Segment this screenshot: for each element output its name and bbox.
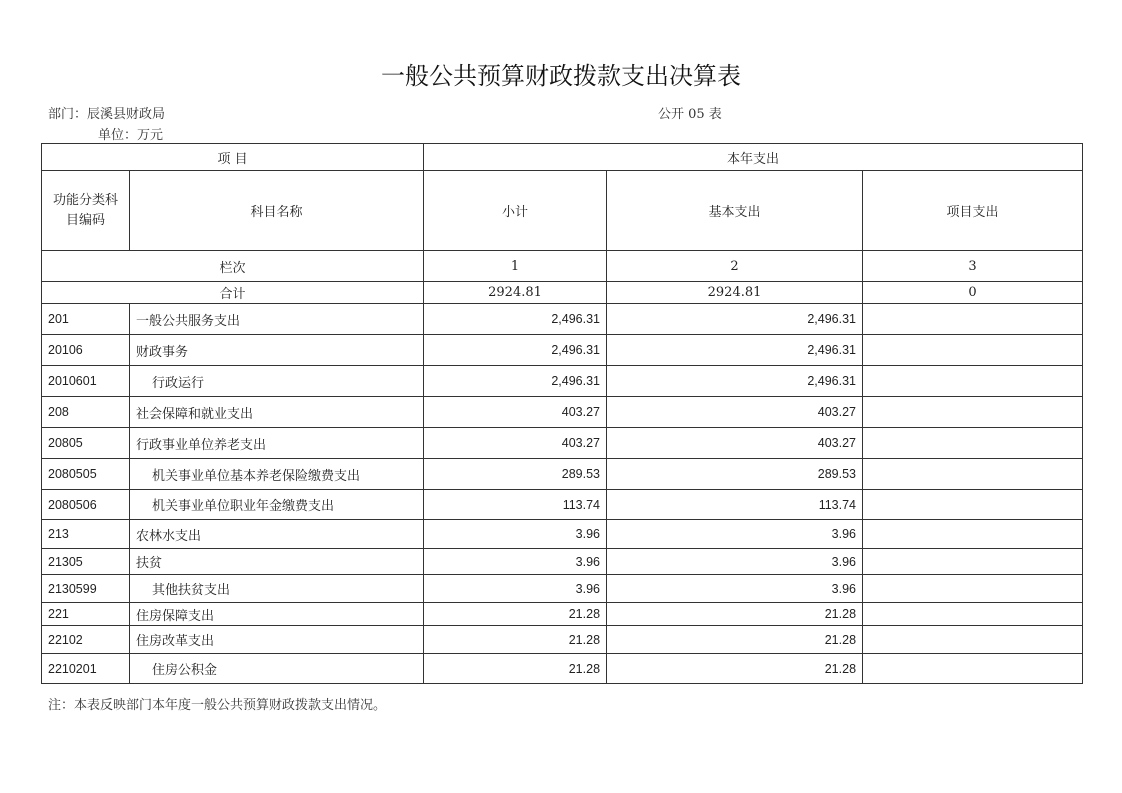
table-row xyxy=(42,397,1083,428)
function-code-cell: 2080506 xyxy=(42,490,130,520)
subject-name-cell: 机关事业单位职业年金缴费支出 xyxy=(130,490,424,520)
header-code-line1: 功能分类科 xyxy=(52,192,118,208)
table-row xyxy=(42,603,1083,626)
table-row xyxy=(42,575,1083,603)
function-code-cell: 201 xyxy=(42,304,130,335)
function-code-cell: 213 xyxy=(42,520,130,549)
subtotal-cell: 403.27 xyxy=(424,428,607,459)
basic-expense-cell: 21.28 xyxy=(607,603,863,626)
project-expense-cell xyxy=(863,428,1083,459)
header-subject-name: 科目名称 xyxy=(130,171,424,251)
project-expense-cell xyxy=(863,603,1083,626)
project-expense-cell xyxy=(863,335,1083,366)
subtotal-cell: 289.53 xyxy=(424,459,607,490)
footnote: 注：本表反映部门本年度一般公共预算财政拨款支出情况。 xyxy=(48,698,387,713)
page-title: 一般公共预算财政拨款支出决算表 xyxy=(381,62,741,90)
table-row xyxy=(42,549,1083,575)
subject-name-cell: 一般公共服务支出 xyxy=(130,304,424,335)
table-row xyxy=(42,490,1083,520)
subtotal-cell: 3.96 xyxy=(424,575,607,603)
subject-name-cell: 住房改革支出 xyxy=(130,626,424,654)
subtotal-cell: 2,496.31 xyxy=(424,304,607,335)
subtotal-cell: 3.96 xyxy=(424,520,607,549)
function-code-cell: 2010601 xyxy=(42,366,130,397)
header-row-top xyxy=(42,144,1083,171)
subject-name-cell: 扶贫 xyxy=(130,549,424,575)
subtotal-cell: 113.74 xyxy=(424,490,607,520)
subject-name-cell: 其他扶贫支出 xyxy=(130,575,424,603)
header-row-columns xyxy=(42,171,1083,251)
table-row xyxy=(42,626,1083,654)
project-expense-cell xyxy=(863,366,1083,397)
basic-expense-cell: 3.96 xyxy=(607,549,863,575)
column-order-1: 1 xyxy=(424,251,607,282)
project-expense-cell xyxy=(863,549,1083,575)
subtotal-cell: 2,496.31 xyxy=(424,335,607,366)
header-subtotal: 小计 xyxy=(424,171,607,251)
project-expense-cell xyxy=(863,397,1083,428)
basic-expense-cell: 403.27 xyxy=(607,428,863,459)
basic-expense-cell: 2,496.31 xyxy=(607,366,863,397)
table-row xyxy=(42,520,1083,549)
basic-expense-cell: 3.96 xyxy=(607,520,863,549)
function-code-cell: 21305 xyxy=(42,549,130,575)
column-order-row xyxy=(42,251,1083,282)
header-function-code xyxy=(42,171,130,251)
table-row xyxy=(42,459,1083,490)
total-label: 合计 xyxy=(42,282,424,304)
subject-name-cell: 行政运行 xyxy=(130,366,424,397)
project-expense-cell xyxy=(863,575,1083,603)
function-code-cell: 2080505 xyxy=(42,459,130,490)
function-code-cell: 208 xyxy=(42,397,130,428)
sheet-number: 公开 05 表 xyxy=(658,107,722,122)
column-order-3: 3 xyxy=(863,251,1083,282)
project-expense-cell xyxy=(863,490,1083,520)
function-code-cell: 20805 xyxy=(42,428,130,459)
function-code-cell: 2210201 xyxy=(42,654,130,684)
subject-name-cell: 住房保障支出 xyxy=(130,603,424,626)
total-basic: 2924.81 xyxy=(607,282,863,304)
subtotal-cell: 3.96 xyxy=(424,549,607,575)
project-expense-cell xyxy=(863,626,1083,654)
subtotal-cell: 21.28 xyxy=(424,603,607,626)
total-row xyxy=(42,282,1083,304)
project-expense-cell xyxy=(863,520,1083,549)
total-project: 0 xyxy=(863,282,1083,304)
basic-expense-cell: 21.28 xyxy=(607,654,863,684)
basic-expense-cell: 21.28 xyxy=(607,626,863,654)
column-order-2: 2 xyxy=(607,251,863,282)
header-project: 项目支出 xyxy=(863,171,1083,251)
basic-expense-cell: 289.53 xyxy=(607,459,863,490)
basic-expense-cell: 113.74 xyxy=(607,490,863,520)
subject-name-cell: 财政事务 xyxy=(130,335,424,366)
project-expense-cell xyxy=(863,654,1083,684)
function-code-cell: 22102 xyxy=(42,626,130,654)
table-row xyxy=(42,304,1083,335)
header-year-expense: 本年支出 xyxy=(424,144,1083,171)
subtotal-cell: 21.28 xyxy=(424,626,607,654)
subject-name-cell: 住房公积金 xyxy=(130,654,424,684)
unit-label: 单位：万元 xyxy=(98,128,164,143)
basic-expense-cell: 403.27 xyxy=(607,397,863,428)
table-row xyxy=(42,654,1083,684)
function-code-cell: 20106 xyxy=(42,335,130,366)
function-code-cell: 221 xyxy=(42,603,130,626)
column-order-label: 栏次 xyxy=(42,251,424,282)
expenditure-table xyxy=(41,143,1083,684)
basic-expense-cell: 3.96 xyxy=(607,575,863,603)
subtotal-cell: 403.27 xyxy=(424,397,607,428)
department-label: 部门：辰溪县财政局 xyxy=(48,107,166,122)
project-expense-cell xyxy=(863,459,1083,490)
subject-name-cell: 农林水支出 xyxy=(130,520,424,549)
total-subtotal: 2924.81 xyxy=(424,282,607,304)
function-code-cell: 2130599 xyxy=(42,575,130,603)
table-row xyxy=(42,366,1083,397)
table-row xyxy=(42,428,1083,459)
subject-name-cell: 行政事业单位养老支出 xyxy=(130,428,424,459)
header-code-line2: 目编码 xyxy=(65,212,105,228)
subject-name-cell: 机关事业单位基本养老保险缴费支出 xyxy=(130,459,424,490)
subtotal-cell: 21.28 xyxy=(424,654,607,684)
project-expense-cell xyxy=(863,304,1083,335)
subtotal-cell: 2,496.31 xyxy=(424,366,607,397)
subject-name-cell: 社会保障和就业支出 xyxy=(130,397,424,428)
header-item: 项 目 xyxy=(42,144,424,171)
header-basic: 基本支出 xyxy=(607,171,863,251)
basic-expense-cell: 2,496.31 xyxy=(607,304,863,335)
basic-expense-cell: 2,496.31 xyxy=(607,335,863,366)
table-row xyxy=(42,335,1083,366)
